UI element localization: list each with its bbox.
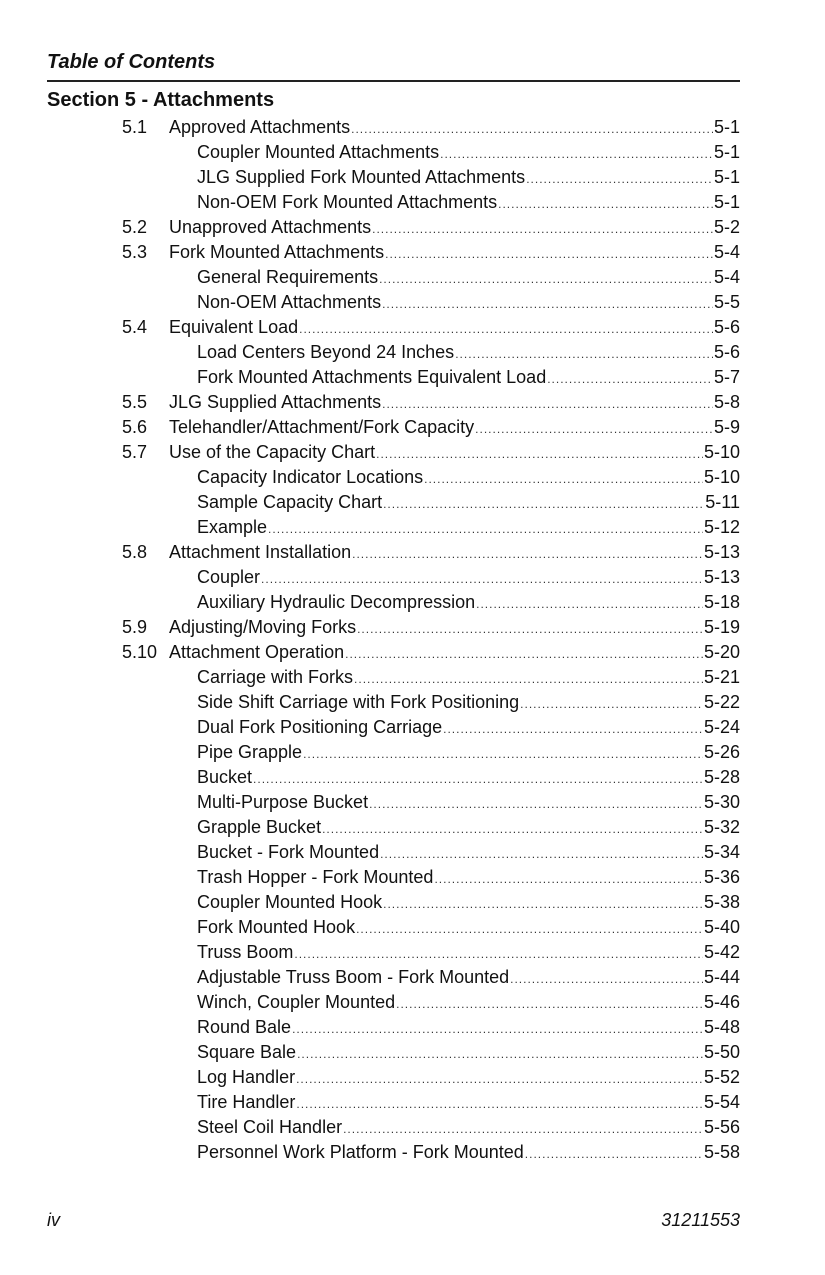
toc-entry-page: 5-4 (713, 267, 740, 287)
toc-entry-number: 5.4 (122, 317, 148, 337)
toc-entry-page: 5-32 (703, 817, 740, 837)
toc-entry-page: 5-13 (703, 567, 740, 587)
toc-entry-page: 5-26 (703, 742, 740, 762)
toc-entry-title: Round Bale (197, 1017, 292, 1037)
section-title: Section 5 - Attachments (47, 89, 275, 111)
toc-entry-page: 5-58 (703, 1142, 740, 1162)
toc-entry[interactable] (0, 990, 825, 1015)
toc-entry-page: 5-1 (713, 117, 740, 137)
toc-entry[interactable] (0, 690, 825, 715)
dot-leader (520, 692, 703, 717)
toc-entry-page: 5-6 (713, 342, 740, 362)
toc-entry-title: Sample Capacity Chart (197, 492, 383, 512)
dot-leader (476, 592, 703, 617)
dot-leader (424, 467, 703, 492)
toc-entry[interactable] (0, 515, 825, 540)
dot-leader (383, 492, 704, 517)
toc-entry-title: Pipe Grapple (197, 742, 303, 762)
toc-entry-page: 5-52 (703, 1067, 740, 1087)
toc-entry[interactable] (0, 290, 825, 315)
toc-entry[interactable] (0, 740, 825, 765)
toc-entry[interactable] (0, 315, 825, 340)
toc-entry-number: 5.1 (122, 117, 148, 137)
dot-leader (253, 767, 703, 792)
toc-entry[interactable] (0, 840, 825, 865)
dot-leader (372, 217, 713, 242)
dot-leader (379, 267, 713, 292)
dot-leader (343, 1117, 703, 1142)
dot-leader (510, 967, 703, 992)
dot-leader (440, 142, 713, 167)
dot-leader (296, 1092, 703, 1117)
toc-entry-title: Capacity Indicator Locations (197, 467, 424, 487)
toc-entry-page: 5-5 (713, 292, 740, 312)
toc-entry-title: Adjusting/Moving Forks (169, 617, 357, 637)
toc-entry[interactable] (0, 165, 825, 190)
toc-entry-page: 5-50 (703, 1042, 740, 1062)
dot-leader (376, 442, 703, 467)
dot-leader (396, 992, 703, 1017)
toc-entry[interactable] (0, 415, 825, 440)
dot-leader (455, 342, 713, 367)
toc-entry[interactable] (0, 340, 825, 365)
dot-leader (352, 542, 703, 567)
toc-entry-title: JLG Supplied Fork Mounted Attachments (197, 167, 526, 187)
toc-entry-page: 5-34 (703, 842, 740, 862)
toc-entry-title: Square Bale (197, 1042, 297, 1062)
dot-leader (526, 167, 713, 192)
toc-entry-number: 5.9 (122, 617, 148, 637)
dot-leader (382, 292, 713, 317)
toc-entry-title: Example (197, 517, 268, 537)
toc-entry[interactable] (0, 965, 825, 990)
toc-entry[interactable] (0, 765, 825, 790)
toc-entry[interactable] (0, 590, 825, 615)
toc-entry-page: 5-12 (703, 517, 740, 537)
toc-entry[interactable] (0, 715, 825, 740)
toc-entry-number: 5.8 (122, 542, 148, 562)
toc-entry[interactable] (0, 365, 825, 390)
toc-entry-title: Load Centers Beyond 24 Inches (197, 342, 455, 362)
toc-entry[interactable] (0, 240, 825, 265)
toc-entry-title: Adjustable Truss Boom - Fork Mounted (197, 967, 510, 987)
toc-entry[interactable] (0, 1115, 825, 1140)
toc-entry-number: 5.5 (122, 392, 148, 412)
toc-entry[interactable] (0, 540, 825, 565)
toc-entry[interactable] (0, 440, 825, 465)
toc-entry-title: Log Handler (197, 1067, 296, 1087)
toc-entry-page: 5-38 (703, 892, 740, 912)
toc-entry-page: 5-4 (713, 242, 740, 262)
toc-entry-title: Non-OEM Fork Mounted Attachments (197, 192, 498, 212)
dot-leader (296, 1067, 703, 1092)
toc-entry-page: 5-21 (703, 667, 740, 687)
dot-leader (383, 892, 703, 917)
toc-entry-title: Trash Hopper - Fork Mounted (197, 867, 434, 887)
toc-entry-title: Bucket - Fork Mounted (197, 842, 380, 862)
footer-doc-number: 31211553 (661, 1210, 740, 1230)
toc-entry[interactable] (0, 615, 825, 640)
toc-entry-page: 5-8 (713, 392, 740, 412)
toc-entry[interactable] (0, 565, 825, 590)
toc-entry-title: Multi-Purpose Bucket (197, 792, 369, 812)
footer-page-label: iv (47, 1210, 60, 1230)
toc-entry[interactable] (0, 640, 825, 665)
toc-entry-title: Coupler (197, 567, 261, 587)
toc-entry-title: Bucket (197, 767, 253, 787)
toc-entry[interactable] (0, 1140, 825, 1165)
toc-entry-page: 5-18 (703, 592, 740, 612)
dot-leader (369, 792, 703, 817)
toc-entry[interactable] (0, 265, 825, 290)
toc-entry-page: 5-2 (713, 217, 740, 237)
dot-leader (297, 1042, 703, 1067)
toc-entry-title: Attachment Operation (169, 642, 345, 662)
toc-entry-title: Approved Attachments (169, 117, 351, 137)
toc-entry-title: Side Shift Carriage with Fork Positioning (197, 692, 520, 712)
toc-entry-title: JLG Supplied Attachments (169, 392, 382, 412)
toc-entry[interactable] (0, 190, 825, 215)
toc-entry-page: 5-30 (703, 792, 740, 812)
toc-header-title: Table of Contents (47, 51, 216, 73)
dot-leader (443, 717, 703, 742)
toc-entry-page: 5-20 (703, 642, 740, 662)
dot-leader (385, 242, 713, 267)
toc-entry-title: Attachment Installation (169, 542, 352, 562)
dot-leader (380, 842, 703, 867)
toc-entry[interactable] (0, 1040, 825, 1065)
dot-leader (303, 742, 703, 767)
dot-leader (357, 617, 703, 642)
toc-entry-page: 5-48 (703, 1017, 740, 1037)
toc-entry-page: 5-7 (713, 367, 740, 387)
dot-leader (292, 1017, 703, 1042)
toc-entry-title: Truss Boom (197, 942, 294, 962)
toc-entry-page: 5-56 (703, 1117, 740, 1137)
toc-entry[interactable] (0, 790, 825, 815)
toc-entry-page: 5-28 (703, 767, 740, 787)
toc-entry-title: Steel Coil Handler (197, 1117, 343, 1137)
toc-entry-title: Personnel Work Platform - Fork Mounted (197, 1142, 524, 1162)
toc-entry-title: Grapple Bucket (197, 817, 322, 837)
dot-leader (322, 817, 703, 842)
toc-entry-page: 5-10 (703, 467, 740, 487)
toc-entry-page: 5-36 (703, 867, 740, 887)
dot-leader (299, 317, 713, 342)
toc-entry-page: 5-9 (713, 417, 740, 437)
toc-entry-page: 5-1 (713, 142, 740, 162)
toc-entry-page: 5-13 (703, 542, 740, 562)
toc-entry[interactable] (0, 140, 825, 165)
toc-entry-page: 5-54 (703, 1092, 740, 1112)
toc-entry-title: Unapproved Attachments (169, 217, 372, 237)
toc-entry-number: 5.6 (122, 417, 148, 437)
toc-entry-page: 5-40 (703, 917, 740, 937)
toc-entry-title: Dual Fork Positioning Carriage (197, 717, 443, 737)
dot-leader (294, 942, 703, 967)
toc-entry[interactable] (0, 915, 825, 940)
toc-entry-number: 5.10 (122, 642, 158, 662)
toc-entry-page: 5-46 (703, 992, 740, 1012)
toc-entry[interactable] (0, 1065, 825, 1090)
dot-leader (261, 567, 703, 592)
dot-leader (498, 192, 713, 217)
toc-entry[interactable] (0, 215, 825, 240)
toc-entry-page: 5-6 (713, 317, 740, 337)
toc-entry-title: Fork Mounted Hook (197, 917, 356, 937)
toc-entry-page: 5-1 (713, 192, 740, 212)
toc-entry[interactable] (0, 1090, 825, 1115)
toc-entry-number: 5.7 (122, 442, 148, 462)
toc-entry-title: Fork Mounted Attachments Equivalent Load (197, 367, 547, 387)
toc-entry-title: Tire Handler (197, 1092, 296, 1112)
toc-entry[interactable] (0, 1015, 825, 1040)
toc-entry[interactable] (0, 940, 825, 965)
toc-entry-number: 5.3 (122, 242, 148, 262)
toc-entry-page: 5-44 (703, 967, 740, 987)
toc-entry-page: 5-22 (703, 692, 740, 712)
toc-entry-page: 5-19 (703, 617, 740, 637)
toc-entry[interactable] (0, 490, 825, 515)
toc-entry-page: 5-10 (703, 442, 740, 462)
dot-leader (356, 917, 703, 942)
toc-entry-title: Use of the Capacity Chart (169, 442, 376, 462)
toc-entry[interactable] (0, 865, 825, 890)
toc-entry-title: Coupler Mounted Hook (197, 892, 383, 912)
header-divider (47, 80, 740, 82)
dot-leader (268, 517, 703, 542)
toc-entry-title: Winch, Coupler Mounted (197, 992, 396, 1012)
toc-entry-page: 5-11 (705, 492, 740, 512)
toc-entry-title: Non-OEM Attachments (197, 292, 382, 312)
dot-leader (382, 392, 713, 417)
toc-entry-title: Carriage with Forks (197, 667, 354, 687)
toc-entry-page: 5-24 (703, 717, 740, 737)
toc-entry[interactable] (0, 390, 825, 415)
toc-entry-title: Fork Mounted Attachments (169, 242, 385, 262)
dot-leader (345, 642, 703, 667)
dot-leader (354, 667, 703, 692)
dot-leader (475, 417, 713, 442)
dot-leader (525, 1142, 703, 1167)
dot-leader (547, 367, 713, 392)
toc-entry[interactable] (0, 890, 825, 915)
toc-entry[interactable] (0, 665, 825, 690)
toc-entry-title: Equivalent Load (169, 317, 299, 337)
toc-entry[interactable] (0, 465, 825, 490)
toc-entry-title: Telehandler/Attachment/Fork Capacity (169, 417, 475, 437)
toc-entry-title: Coupler Mounted Attachments (197, 142, 440, 162)
toc-entry[interactable] (0, 115, 825, 140)
dot-leader (434, 867, 703, 892)
dot-leader (351, 117, 713, 142)
toc-entry[interactable] (0, 815, 825, 840)
toc-entry-title: General Requirements (197, 267, 379, 287)
toc-entry-title: Auxiliary Hydraulic Decompression (197, 592, 476, 612)
toc-entry-page: 5-42 (703, 942, 740, 962)
toc-entry-number: 5.2 (122, 217, 148, 237)
toc-entry-page: 5-1 (713, 167, 740, 187)
